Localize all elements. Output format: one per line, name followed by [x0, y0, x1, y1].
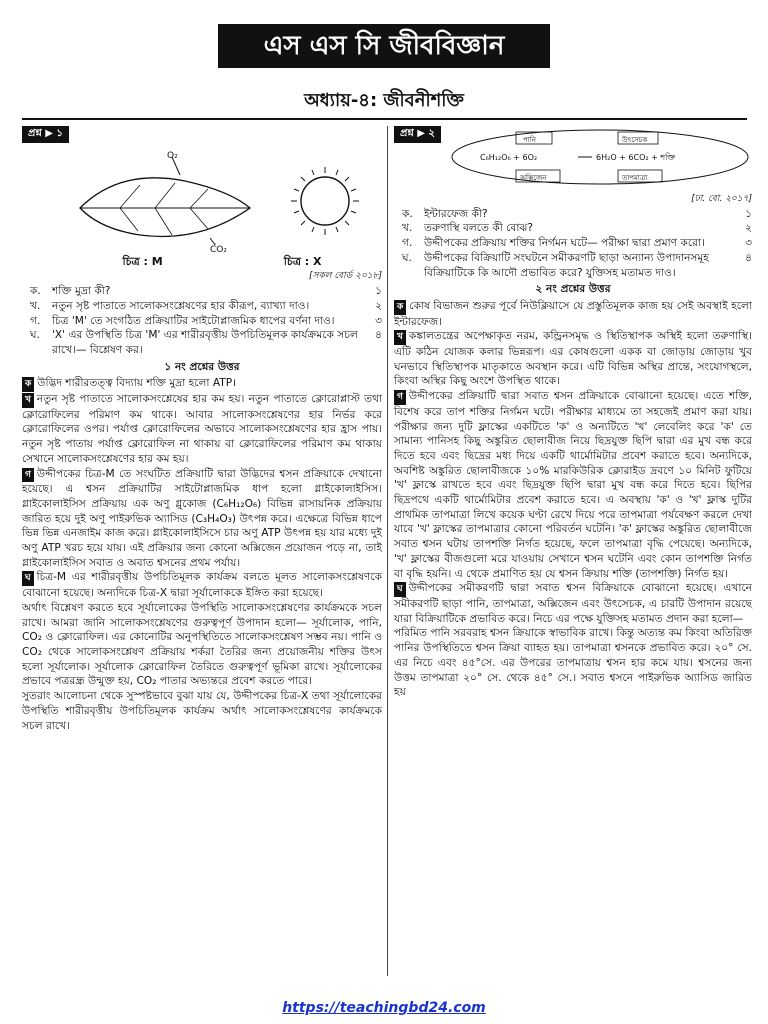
q1-item: খ. নতুন সৃষ্ট পাতাতে সালোকসংশ্লেষণের হার কীরূপ, ব্যাখ্যা দাও। ২	[30, 299, 382, 312]
leaf-sun-diagram	[60, 153, 390, 245]
answer-paragraph: গ উদ্দীপকের প্রক্রিয়াটি দ্বারা সবাত শ্বসন প্রক্রিয়াকে বোঝানো হয়েছে। এতে শক্তি, বিশেষ করে তাপ শক্তির নির্গমন ঘটে। পরীক্ষার মাধ্যমে তা সহজেই প্রমাণ করা যায়। পরীক্ষার জন্য দুটি ফ্লাস্কের একটিতে 'ক' ও অন্যটিতে 'খ' লেবেলিং করে 'ক' তে সামান্য পানিসহ কিছু অঙ্কুরিত ছোলাবীজ নিয়ে ছিদ্রযুক্ত ছিপি দ্বারা এর মুখ বন্ধ করে দিতে হবে এবং ছিদ্রের মধ্য দিয়ে একটি থার্মোমিটার প্রবেশ করাতে হবে। অন্যদিকে, অবশিষ্ট অঙ্কুরিত ছোলাবীজকে ১০% মারকিউরিক ক্লোরাইড দ্রবণে ১০ মিনিট ফুটিয়ে 'খ' ফ্লাস্কে রাখতে হবে এবং ছিদ্রযুক্ত ছিপি দ্বারা মুখ বন্ধ করে দিতে হবে। ছিপির ছিদ্রপথে একটি থার্মোমিটার প্রবেশ করাতে হবে। এ অবস্থায় 'ক' ও 'খ' ফ্লাস্ক দুটির প্রাথমিক তাপমাত্রা লিখে কয়েক ঘণ্টা রেখে দিয়ে পরে তাপমাত্রা পর্যবেক্ষণ করলে দেখা যাবে 'খ' ফ্লাস্কের তাপমাত্রার কোনো পরিবর্তন ঘটেনি। 'ক' ফ্লাস্কের অঙ্কুরিত ছোলাবীজে সবাত শ্বসন ঘটায় তাপশক্তি নির্গত হয়েছে, ফলে তাপমাত্রা বৃদ্ধি পেয়েছে। অন্যদিকে, 'খ' ফ্লাস্কের বীজগুলো মরে যাওয়ায় সেখানে শ্বসন ঘটেনি এবং কোন তাপশক্তি নির্গত বা বৃদ্ধি হয়নি। এ থেকে প্রমাণিত হয় যে শ্বসন ক্রিয়ায় শক্তি (তাপশক্তি) নির্গত হয়।	[394, 390, 752, 580]
column-divider	[387, 126, 388, 976]
question-2-column	[394, 126, 752, 700]
reactants-label: C₆H₁₂O₆ + 6O₂	[480, 153, 538, 162]
answer-paragraph: খ নতুন সৃষ্ট পাতাতে সালোকসংশ্লেষের হার কম হয়। নতুন পাতাতে ক্লোরোপ্লাস্ট তথা ক্লোরোফিলের পরিমাণ কম থাকে। আবার সালোকসংশ্লেষণের হার নির্ভর করে ক্লোরোফিলের ওপর। পর্যাপ্ত ক্লোরোফিলের অভাবে সালোকসংশ্লেষণের হার হ্রাস পায়। নতুন সৃষ্ট পাতায় পর্যাপ্ত ক্লোরোফিল না থাকায় বা ক্লোরোফিলের পরিমাণ কম থাকায় সেখানে সালোকসংশ্লেষণের হার কম হয়।	[22, 393, 382, 465]
answer-2-heading: ২ নং প্রশ্নের উত্তর	[535, 283, 611, 296]
leaf-icon	[80, 157, 250, 245]
q1-item: ঘ. 'X' এর উপস্থিতি চিত্র 'M' এর শারীরবৃত্তীয় উপচিতিমূলক কার্যক্রমকে সচল রাখে।— বিশ্লেষণ কর। ৪	[30, 329, 382, 356]
answer-badge: খ	[394, 330, 406, 345]
page-title: এস এস সি জীববিজ্ঞান	[218, 24, 550, 68]
answer-badge: গ	[394, 390, 406, 405]
question-2-tag: প্রশ্ন ▶ ২	[394, 126, 441, 143]
answer-paragraph: অর্থাৎ বিশ্লেষণ করতে হবে সূর্যালোকের উপস্থিতি সালোকসংশ্লেষণের কার্যক্রমকে সচল রাখে। আমরা জানি সালোকসংশ্লেষণের গুরুত্বপূর্ণ উপাদান হলো— সূর্যালোক, পানি, CO₂ ও ক্লোরোফিল। এর কোনোটির অনুপস্থিতিতে সালোকসংশ্লেষণ সম্ভব নয়। পানি ও CO₂ থেকে সালোকসংশ্লেষণ প্রক্রিয়ায় শর্করা তৈরির জন্য প্রয়োজনীয় শক্তির উৎস হলো সূর্যালোক। সূর্যালোক ক্লোরোফিল তৈরিতে গুরুত্বপূর্ণ ভূমিকা রাখে। সূর্যালোকের প্রভাবে পত্ররন্ধ্র উন্মুক্ত হয়, CO₂ পাতার অভ্যন্তরে প্রবেশ করতে পারে।	[22, 601, 382, 688]
answer-badge: ক	[394, 300, 406, 315]
water-label: পানি	[523, 136, 536, 144]
question-1-source: [সকল বোর্ড ২০১৮]	[309, 271, 382, 282]
figure-m-caption: চিত্র : M	[122, 254, 163, 268]
answer-badge: ঘ	[22, 571, 34, 586]
answer-badge: গ	[22, 468, 34, 483]
answer-1-heading: ১ নং প্রশ্নের উত্তর	[164, 360, 240, 373]
answer-paragraph: খ কঙ্কালতন্ত্রের অপেক্ষাকৃত নরম, কন্ড্রিনসমৃদ্ধ ও স্থিতিস্থাপক অস্থিই হলো তরুণাস্থি। এটি কঠিন যোজক কলার ভিন্নরূপ। এর কোষগুলো একক বা জোড়ায় জোড়ায় খুব ঘনভাবে স্থিতিস্থাপক মাতৃকাতে অবস্থান করে। এটি বিভিন্ন অস্থির প্রান্তে, সংযোগস্থলে, কিংবা অস্থির কিছু অংশে উপস্থিত থাকে।	[394, 330, 752, 388]
answer-paragraph: পরিমিত পানি সরবরাহ শ্বসন ক্রিয়াকে স্বাভাবিক রাখে। কিন্তু অত্যন্ত কম কিংবা অতিরিক্ত পানির উপস্থিতিতে শ্বসন ক্রিয়া ব্যাহত হয়। তাপমাত্রা শ্বসনকে প্রভাবিত করে। ২০° সে. এর নিচে এবং ৪৫°সে. এর উপরের তাপমাত্রায় শ্বসন হার কমে যায়। শ্বসনের জন্য উত্তম তাপমাত্রা ২০° সে. থেকে ৪৫° সে.। সবাত শ্বসনে পাইরুভিক অ্যাসিড জারিত হয়	[394, 627, 752, 699]
question-1-figure	[22, 143, 382, 255]
q1-item: ক. শক্তি মুদ্রা কী? ১	[30, 285, 382, 298]
q2-item: গ. উদ্দীপকের প্রক্রিয়ায় শক্তির নির্গমন ঘটে— পরীক্ষা দ্বারা প্রমাণ করো। ৩	[402, 237, 752, 250]
o2-label: O₂	[167, 150, 178, 161]
answer-paragraph: সুতরাং আলোচনা থেকে সুস্পষ্টভাবে বুঝা যায় যে, উদ্দীপকের চিত্র-X তথা সূর্যালোকের উপস্থিতি শারীরবৃত্তীয় উপচিতিমূলক কার্যক্রম অর্থাৎ সালোকসংশ্লেষণের কার্যক্রমকে সচল রাখে।	[22, 690, 382, 732]
answer-badge: ক	[22, 377, 34, 392]
enzyme-label: উৎসেচক	[622, 136, 648, 144]
q1-item: গ. চিত্র 'M' তে সংগঠিত প্রক্রিয়াটির সাইটোপ্লাজমিক ধাপের বর্ণনা দাও। ৩	[30, 314, 382, 327]
q2-item: ঘ. উদ্দীপকের বিক্রিয়াটি সংঘটনে সমীকরণটি ছাড়া অন্যান্য উপাদানসমূহ বিক্রিয়াটিকে কি আদৌ প্রভাবিত করে? যুক্তিসহ মতামত দাও। ৪	[402, 251, 752, 279]
sun-icon	[291, 167, 359, 235]
website-link[interactable]: https://teachingbd24.com	[282, 1000, 486, 1016]
answer-paragraph: ঘ চিত্র-M এর শারীরবৃত্তীয় উপচিতিমূলক কার্যক্রম বলতে মূলত সালোকসংশ্লেষণকে বোঝানো হয়েছে। অন্যদিকে চিত্র-X দ্বারা সূর্যালোককে ইঙ্গিত করা হয়েছে।	[22, 571, 382, 600]
temperature-label: তাপমাত্রা	[622, 174, 648, 182]
q2-item: ক. ইন্টারফেজ কী? ১	[402, 207, 752, 220]
question-2-source: [ঢা. বো. ২০১৭]	[691, 194, 752, 204]
answer-paragraph: ক উদ্ভিদ শারীরতত্ত্ব বিদ্যায় শক্তি মুদ্রা হলো ATP।	[22, 376, 382, 392]
products-label: 6H₂O + 6CO₂ + শক্তি	[596, 153, 676, 162]
question-2-figure	[394, 126, 752, 192]
chapter-heading: অধ্যায়-৪: জীবনীশক্তি	[304, 90, 464, 111]
co2-label: CO₂	[210, 244, 227, 255]
figure-x-caption: চিত্র : X	[283, 254, 322, 268]
oxygen-label: অক্সিজেন	[520, 174, 547, 182]
answer-badge: ঘ	[394, 582, 406, 597]
answer-badge: খ	[22, 393, 34, 408]
answer-paragraph: ঘ উদ্দীপকের সমীকরণটি দ্বারা সবাত শ্বসন বিক্রিয়াকে বোঝানো হয়েছে। এখানে সমীকরণটি ছাড়া পানি, তাপমাত্রা, অক্সিজেন এবং উৎসেচক, এ চারটি উপাদান রয়েছে যারা বিক্রিয়াটিকে প্রভাবিত করে। নিচে এর পক্ষে যুক্তিসহ মতামত প্রদান করা হলো—	[394, 582, 752, 625]
answer-paragraph: ক কোষ বিভাজন শুরুর পূর্বে নিউক্লিয়াসে যে প্রস্তুতিমূলক কাজ হয় সেই অবস্থাই হলো ইন্টারফেজ।	[394, 299, 752, 328]
q2-item: খ. তরুণাস্থি বলতে কী বোঝ? ২	[402, 222, 752, 235]
question-1-column	[22, 126, 382, 733]
question-1-tag: প্রশ্ন ▶ ১	[22, 126, 69, 143]
answer-paragraph: গ উদ্দীপকের চিত্র-M তে সংঘটিত প্রক্রিয়াটি দ্বারা উদ্ভিদের শ্বসন প্রক্রিয়াকে দেখানো হয়েছে। এ শ্বসন প্রক্রিয়াটির সাইটোপ্লাজমিক ধাপ হলো গ্লাইকোলাইসিস। গ্লাইকোলাইসিস প্রক্রিয়ায় এক অণু গ্লুকোজ (C₆H₁₂O₆) বিভিন্ন রাসায়নিক প্রক্রিয়ায় জারিত হয়ে দুই অণু পাইরুভিক অ্যাসিড (C₃H₄O₃) উৎপন্ন করে। এক্ষেত্রে বিভিন্ন ধাপে ভিন্ন ভিন্ন এনজাইম কাজ করে। গ্লাইকোলাইসিসে চার অণু ATP উৎপন্ন হয় যার মধ্যে দুই অণু ATP খরচ হয়ে যায়। এই প্রক্রিয়ার জন্য কোনো অক্সিজেন প্রয়োজন পড়ে না, তাই গ্লাইকোলাইসিস সবাত ও অবাত শ্বসনের প্রথম পর্যায়।	[22, 467, 382, 569]
header-rule	[22, 118, 747, 120]
